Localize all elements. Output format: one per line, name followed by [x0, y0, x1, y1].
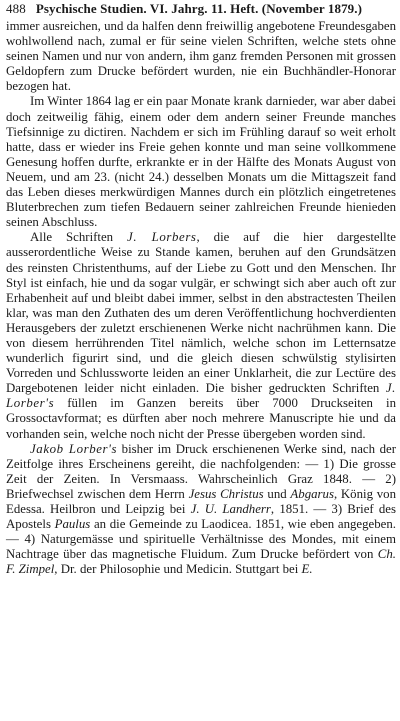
text-run: , 1851. — 3) Brief des Apostels — [6, 502, 396, 532]
body-text — [6, 19, 396, 577]
paragraph — [6, 230, 396, 441]
text-run: , die auf die hier dargestellte ausserordentliche Weise zu Stande kamen, beruhen auf den Grundsätzen des reinsten Christenthums, auf der Liebe zu Gott und den Menschen. Ihr Styl ist einfach, hie und da sogar vulgär, er schwingt sich aber auch oft zur Erhabenheit auf und bleibt dabei immer, selbst in den abstractesten Theilen klar, was man den Zuthaten des um deren Veröffentlichung hochverdienten Herausgebers der zuletzt erschienenen Werke nicht nachrühmen kann. Die von diesem herrührenden Titel nämlich, welche schon im Letternsatze wunderlich figurirt sind, und die gleich diesen schwülstig stylisirten Vorreden und Schlussworte leiden an einer Unklarheit, die zur Lectüre des Dargebotenen leider nicht einladen. Die bisher gedruckten Schriften — [6, 230, 396, 396]
emphasis-text: Abgarus — [290, 486, 334, 501]
emphasis-text: Paulus — [54, 517, 91, 532]
page-number: 488 — [6, 1, 26, 16]
running-header — [6, 1, 396, 17]
paragraph — [6, 19, 396, 94]
text-run: Im Winter 1864 lag er ein paar Monate krank darnieder, war aber dabei doch zeitweilig fähig, einem oder dem andern seiner Freunde manches Tiefsinnige zu dictiren. Nachdem er sich im Frühling darauf so weit erholt hatte, dass er wieder ins Freie gehen konnte und man seine vollkommene Genesung hoffen durfte, erkrankte er in der Hälfte des Monats August von Neuem, und am 23. (nicht 24.) desselben Monats um die Mittagszeit fand das Leben dieses merkwürdigen Mannes durch ein plötzlich eingetretenes Bluterbrechen zum tiefen Bedauern seiner zahlreichen Freunde hienieden seinen Abschluss. — [6, 94, 396, 230]
text-run: Alle Schriften — [30, 230, 128, 245]
emphasis-text: Jakob Lorber's — [30, 441, 118, 456]
text-run: immer ausreichen, und da halfen denn freiwillig angebotene Freundesgaben wohlwollend nach, zumal er für seine vielen Schriften, welche stets ohne seinen Namen und nur von andern, ihm ganz fremden Personen mit grossen Geldopfern zum Drucke befördert wurden, nie ein Buchhändler-Honorar bezogen hat. — [6, 19, 396, 94]
emphasis-text: Ch. F. Zimpel — [6, 547, 396, 577]
emphasis-text: J. Lorber's — [6, 381, 396, 411]
text-run: füllen im Ganzen bereits über 7000 Druckseiten in Grossoctavformat; es dürften aber noch mehrere Manuscripte hie und da vorhanden sein, welche noch nicht der Presse übergeben worden sind. — [6, 396, 396, 441]
text-run: und — [263, 486, 291, 501]
text-run: an die Gemeinde zu Laodicea. 1851, wie eben angegeben. — 4) Naturgemässe und spirituelle Verhältnisse des Mondes, mit einem Nachtrage über das magnetische Fluidum. Zum Drucke befördert von — [6, 517, 396, 562]
emphasis-text: Jesus Christus — [188, 486, 264, 501]
text-run: bisher im Druck erschienenen Werke sind, nach der Zeitfolge ihres Erscheinens gereiht, die nachfolgenden: — 1) Die grosse Zeit der Zeiten. In Versmaass. Wahrscheinlich Graz 1848. — 2) Briefwechsel zwischen dem Herrn — [6, 441, 396, 501]
text-run: , König von Edessa. Heilbron und Leipzig bei — [6, 486, 397, 516]
book-page — [6, 1, 396, 577]
running-title: Psychische Studien. VI. Jahrg. 11. Heft. (November 1879.) — [35, 1, 363, 16]
emphasis-text: J. Lorbers — [127, 230, 197, 245]
text-run: , Dr. der Philosophie und Medicin. Stuttgart bei — [54, 562, 302, 577]
emphasis-text: J. U. Landherr — [190, 502, 271, 516]
paragraph — [6, 442, 396, 578]
paragraph — [6, 94, 396, 230]
emphasis-text: E. — [301, 562, 313, 577]
